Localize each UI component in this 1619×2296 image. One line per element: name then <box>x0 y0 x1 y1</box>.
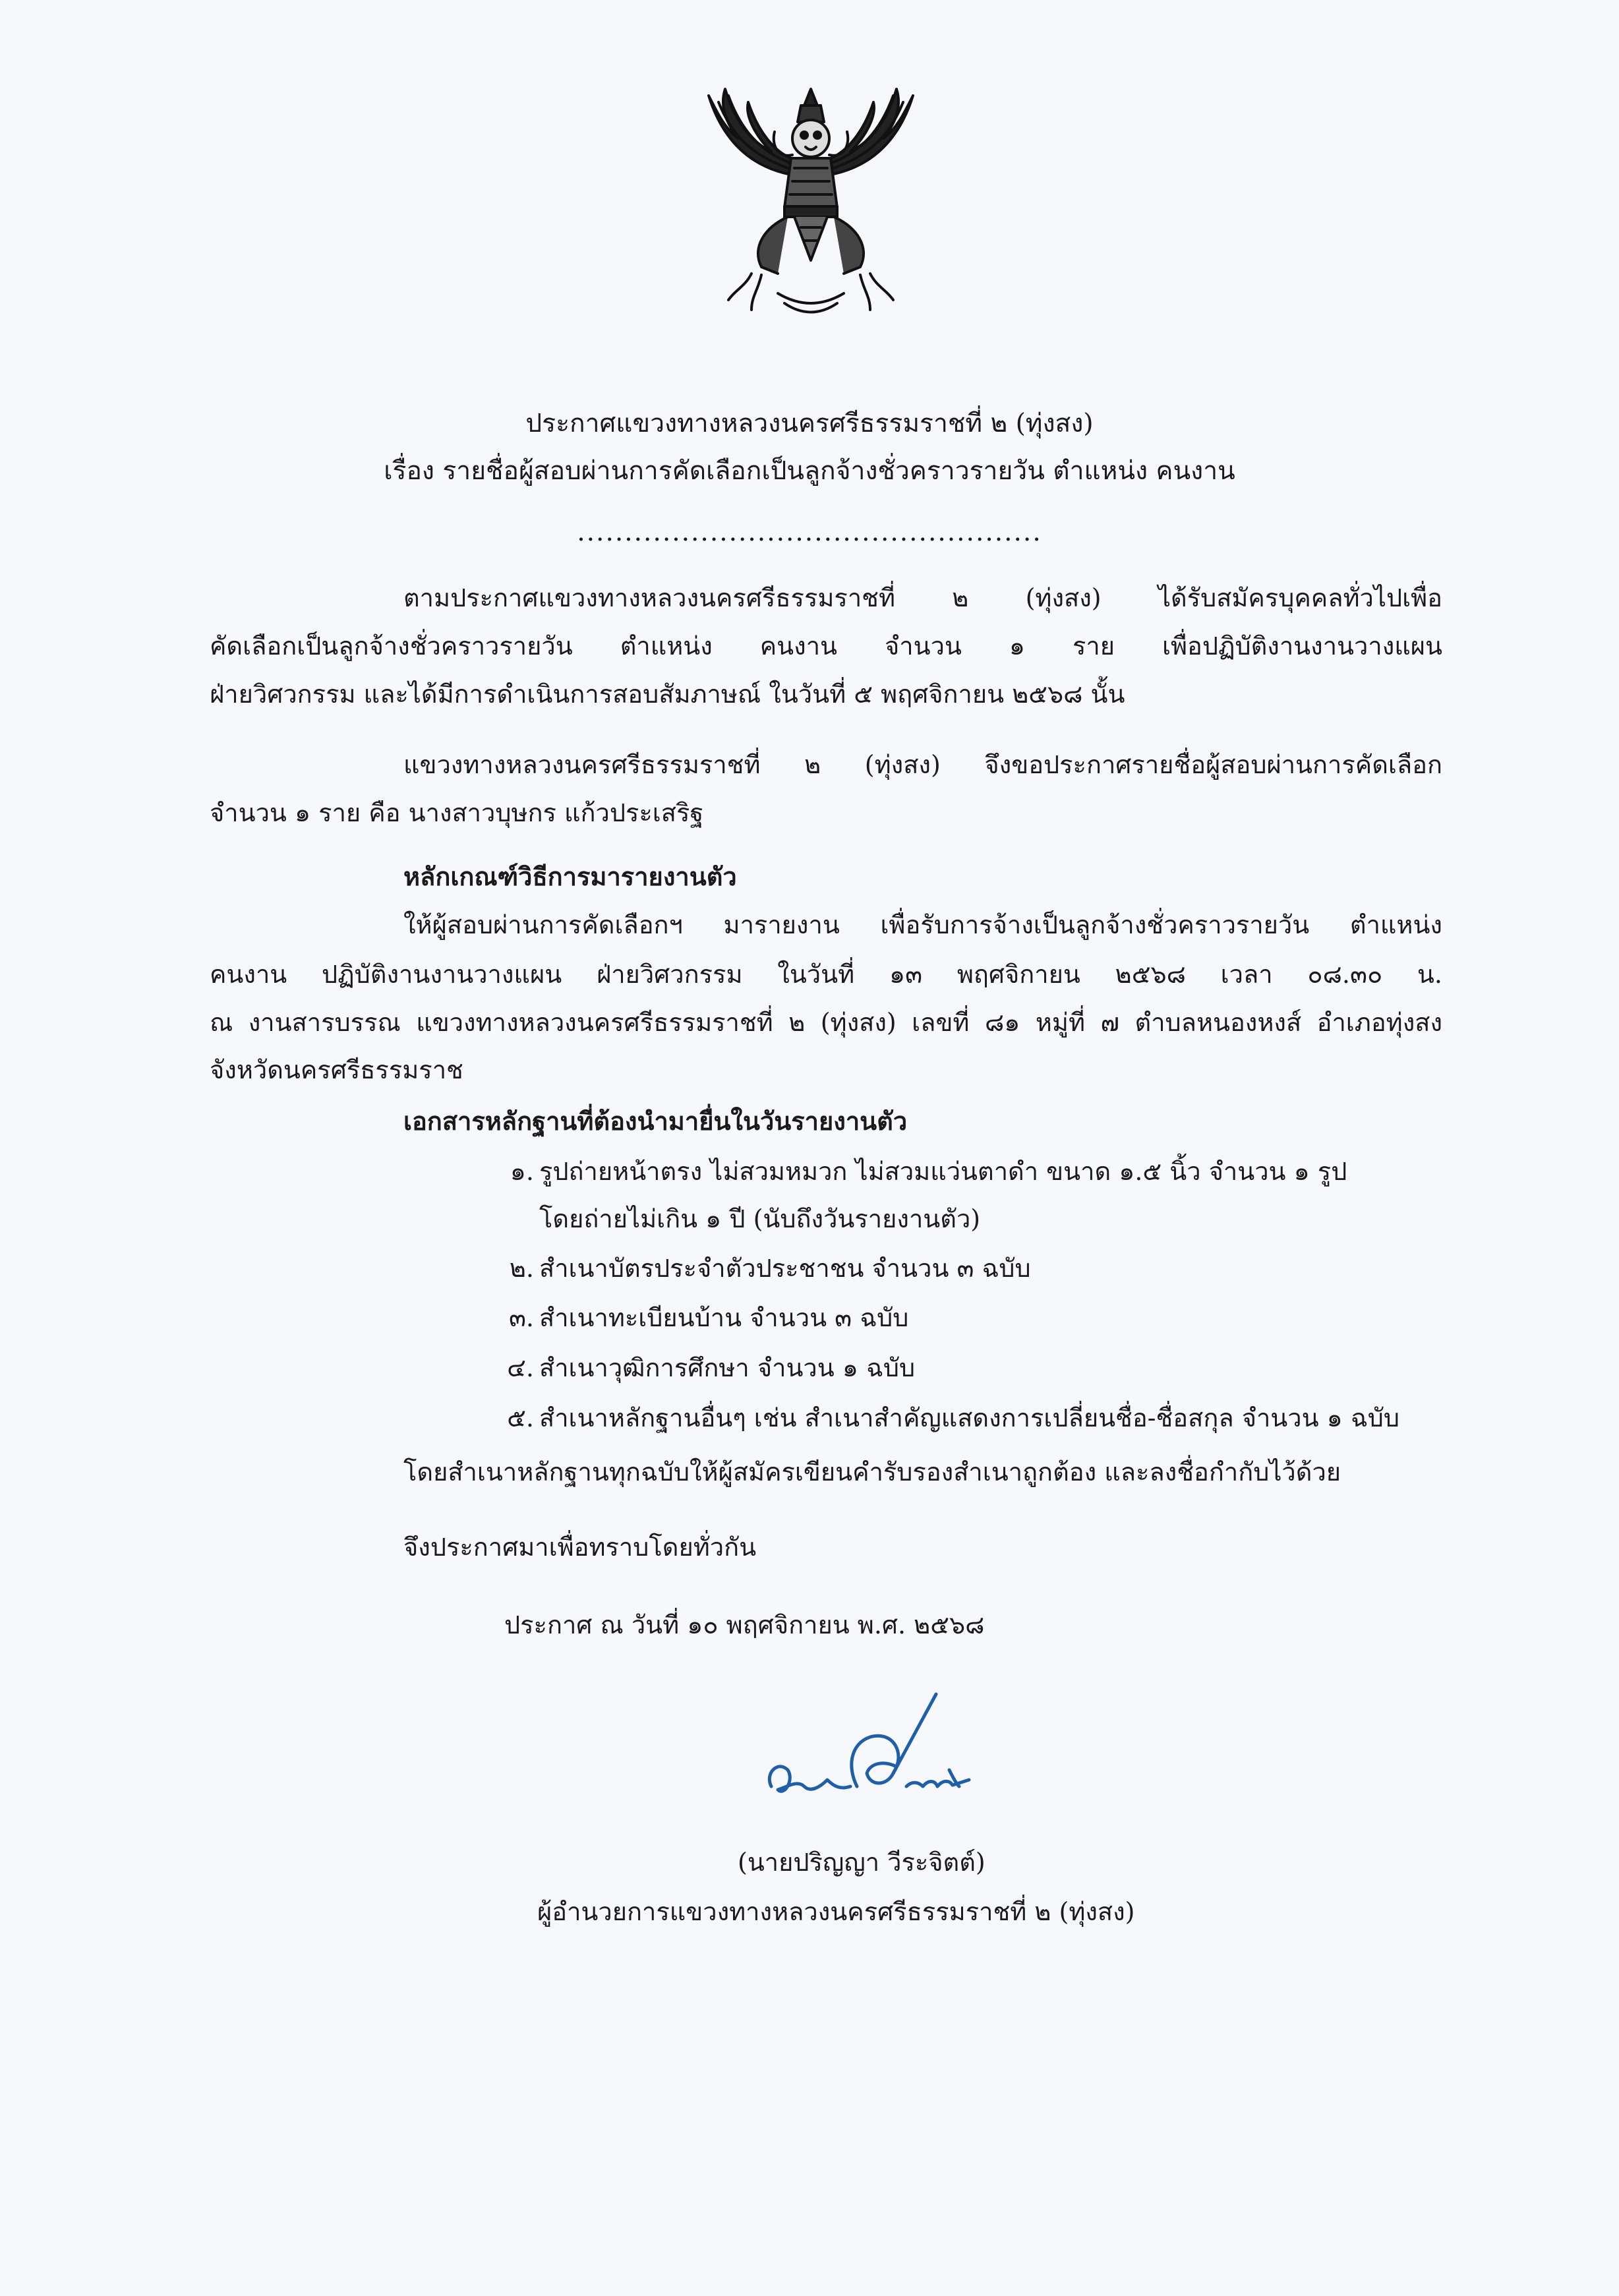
announcement-subject: เรื่อง รายชื่อผู้สอบผ่านการคัดเลือกเป็นลูกจ้างชั่วคราวรายวัน ตำแหน่ง คนงาน <box>384 456 1235 486</box>
paragraph-2-line-1: แขวงทางหลวงนครศรีธรรมราชที่ ๒ (ทุ่งสง) จึงขอประกาศรายชื่อผู้สอบผ่านการคัดเลือก <box>403 750 1442 779</box>
announcement-date: ประกาศ ณ วันที่ ๑๐ พฤศจิกายน พ.ศ. ๒๕๖๘ <box>504 1610 985 1639</box>
signatory-title: ผู้อำนวยการแขวงทางหลวงนครศรีธรรมราชที่ ๒ (ทุ่งสง) <box>537 1897 1135 1926</box>
document-item-2: สำเนาบัตรประจำตัวประชาชน จำนวน ๓ ฉบับ <box>539 1254 1031 1283</box>
document-number: ๑. <box>510 1157 534 1186</box>
document-number: ๔. <box>507 1353 534 1382</box>
document-number: ๒. <box>509 1254 534 1283</box>
paragraph-1-line-1: ตามประกาศแขวงทางหลวงนครศรีธรรมราชที่ ๒ (ทุ่งสง) ได้รับสมัครบุคคลทั่วไปเพื่อ <box>403 583 1442 612</box>
paragraph-3-line-2: คนงาน ปฏิบัติงานงานวางแผน ฝ่ายวิศวกรรม ในวันที่ ๑๓ พฤศจิกายน ๒๕๖๘ เวลา ๐๘.๓๐ น. <box>210 960 1442 989</box>
signatory-name: (นายปริญญา วีระจิตต์) <box>738 1848 986 1877</box>
announcement-title: ประกาศแขวงทางหลวงนครศรีธรรมราชที่ ๒ (ทุ่งสง) <box>525 409 1094 438</box>
paragraph-3-line-4: จังหวัดนครศรีธรรมราช <box>210 1055 463 1084</box>
garuda-emblem-icon <box>679 76 943 326</box>
paragraph-1-line-2: คัดเลือกเป็นลูกจ้างชั่วคราวรายวัน ตำแหน่ง คนงาน จำนวน ๑ ราย เพื่อปฏิบัติงานงานวางแผน <box>210 632 1442 661</box>
paragraph-3-line-1: ให้ผู้สอบผ่านการคัดเลือกฯ มารายงาน เพื่อรับการจ้างเป็นลูกจ้างชั่วคราวรายวัน ตำแหน่ง <box>403 910 1442 939</box>
paragraph-2-line-2: จำนวน ๑ ราย คือ นางสาวบุษกร แก้วประเสริฐ <box>210 798 704 827</box>
closing-statement: จึงประกาศมาเพื่อทราบโดยทั่วกัน <box>403 1533 757 1562</box>
document-number: ๕. <box>507 1403 534 1432</box>
document-item-4: สำเนาวุฒิการศึกษา จำนวน ๑ ฉบับ <box>539 1353 916 1382</box>
document-item-1-continued: โดยถ่ายไม่เกิน ๑ ปี (นับถึงวันรายงานตัว) <box>539 1204 981 1233</box>
documents-heading: เอกสารหลักฐานที่ต้องนำมายื่นในวันรายงานตัว <box>403 1106 908 1136</box>
document-item-3: สำเนาทะเบียนบ้าน จำนวน ๓ ฉบับ <box>539 1303 909 1332</box>
document-item-5: สำเนาหลักฐานอื่นๆ เช่น สำเนาสำคัญแสดงการเปลี่ยนชื่อ-ชื่อสกุล จำนวน ๑ ฉบับ <box>539 1403 1399 1432</box>
header-divider: ................................................. <box>577 517 1042 547</box>
paragraph-3-line-3: ณ งานสารบรรณ แขวงทางหลวงนครศรีธรรมราชที่ ๒ (ทุ่งสง) เลขที่ ๘๑ หมู่ที่ ๗ ตำบลหนองหงส์ อำเภอทุ่งสง <box>210 1008 1442 1037</box>
certify-note: โดยสำเนาหลักฐานทุกฉบับให้ผู้สมัครเขียนคำรับรองสำเนาถูกต้อง และลงชื่อกำกับไว้ด้วย <box>403 1457 1341 1487</box>
paragraph-1-line-3: ฝ่ายวิศวกรรม และได้มีการดำเนินการสอบสัมภาษณ์ ในวันที่ ๕ พฤศจิกายน ๒๕๖๘ นั้น <box>210 680 1125 709</box>
document-number: ๓. <box>508 1303 534 1332</box>
signature-icon <box>758 1688 995 1813</box>
criteria-heading: หลักเกณฑ์วิธีการมารายงานตัว <box>403 862 737 891</box>
document-item-1: รูปถ่ายหน้าตรง ไม่สวมหมวก ไม่สวมแว่นตาดำ ขนาด ๑.๕ นิ้ว จำนวน ๑ รูป <box>539 1157 1347 1186</box>
